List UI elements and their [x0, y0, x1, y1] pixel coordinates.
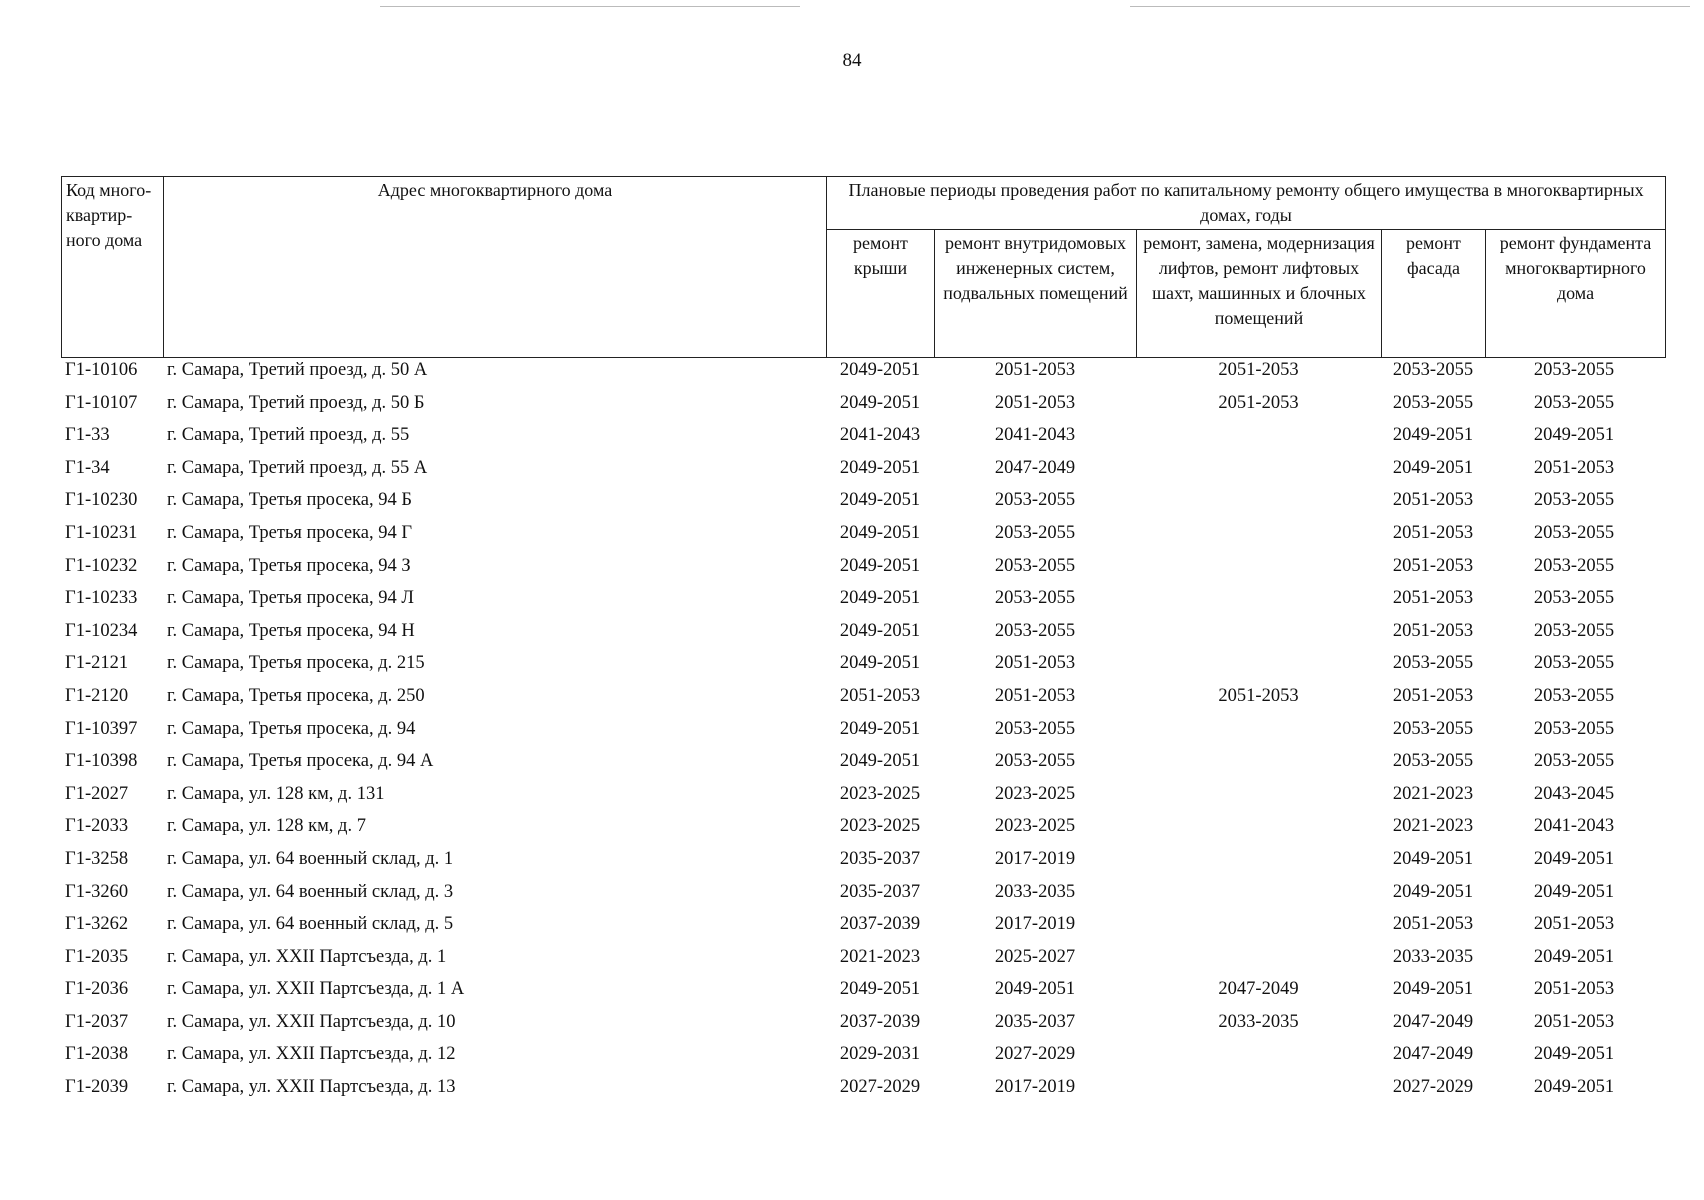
cell-foundation: 2053-2055: [1533, 522, 1615, 543]
cell-engineering: 2023-2025: [994, 783, 1076, 804]
cell-engineering: 2017-2019: [994, 848, 1076, 869]
cell-address: г. Самара, Третья просека, 94 Б: [167, 490, 412, 511]
cell-foundation: 2053-2055: [1533, 751, 1615, 772]
cell-facade: 2053-2055: [1392, 718, 1474, 739]
table-row: [61, 941, 1665, 974]
cell-engineering: 2053-2055: [994, 490, 1076, 511]
cell-facade: 2049-2051: [1392, 457, 1474, 478]
cell-foundation: 2043-2045: [1533, 783, 1615, 804]
cell-engineering: 2017-2019: [994, 914, 1076, 935]
cell-facade: 2051-2053: [1392, 914, 1474, 935]
cell-foundation: 2041-2043: [1533, 816, 1615, 837]
cell-code: Г1-10230: [65, 490, 138, 511]
cell-code: Г1-2120: [65, 685, 129, 706]
header-address: Адрес многоквартирного дома: [164, 177, 827, 358]
cell-foundation: 2049-2051: [1533, 425, 1615, 446]
cell-foundation: 2049-2051: [1533, 1077, 1615, 1098]
scan-artifact-line: [380, 6, 800, 7]
cell-address: г. Самара, ул. XXII Партсъезда, д. 1: [167, 946, 447, 967]
cell-roof: 2027-2029: [839, 1077, 921, 1098]
cell-address: г. Самара, Третий проезд, д. 55 А: [167, 457, 428, 478]
cell-engineering: 2053-2055: [994, 718, 1076, 739]
cell-lifts: 2047-2049: [1218, 979, 1299, 1000]
cell-foundation: 2049-2051: [1533, 881, 1615, 902]
header-roof: ремонт крыши: [827, 230, 935, 358]
cell-address: г. Самара, Третья просека, д. 250: [167, 685, 425, 706]
cell-roof: 2041-2043: [839, 425, 921, 446]
cell-facade: 2053-2055: [1392, 751, 1474, 772]
cell-roof: 2037-2039: [839, 1011, 921, 1032]
cell-engineering: 2051-2053: [994, 360, 1076, 380]
cell-engineering: 2027-2029: [994, 1044, 1076, 1065]
cell-facade: 2051-2053: [1392, 588, 1474, 609]
header-code: Код много-квартир-ного дома: [62, 177, 164, 358]
cell-code: Г1-2027: [65, 783, 129, 804]
cell-code: Г1-2035: [65, 946, 129, 967]
cell-engineering: 2053-2055: [994, 751, 1076, 772]
cell-code: Г1-3258: [65, 848, 129, 869]
cell-foundation: 2049-2051: [1533, 848, 1615, 869]
cell-foundation: 2053-2055: [1533, 490, 1615, 511]
table-row: [61, 778, 1665, 811]
cell-address: г. Самара, ул. XXII Партсъезда, д. 13: [167, 1077, 456, 1098]
cell-engineering: 2051-2053: [994, 653, 1076, 674]
cell-address: г. Самара, Третий проезд, д. 50 Б: [167, 392, 425, 413]
cell-foundation: 2049-2051: [1533, 946, 1615, 967]
table-row: [61, 517, 1665, 550]
table-row: [61, 452, 1665, 485]
cell-roof: 2051-2053: [839, 685, 921, 706]
table-row: [61, 387, 1665, 420]
cell-facade: 2033-2035: [1392, 946, 1474, 967]
table-row: [61, 1006, 1665, 1039]
cell-code: Г1-10233: [65, 588, 138, 609]
cell-foundation: 2053-2055: [1533, 685, 1615, 706]
cell-engineering: 2053-2055: [994, 555, 1076, 576]
cell-code: Г1-10106: [65, 360, 138, 380]
table-row: [61, 680, 1665, 713]
cell-facade: 2053-2055: [1392, 360, 1474, 380]
cell-address: г. Самара, Третий проезд, д. 50 А: [167, 360, 428, 380]
cell-foundation: 2051-2053: [1533, 979, 1615, 1000]
table-row: [61, 615, 1665, 648]
cell-code: Г1-2038: [65, 1044, 129, 1065]
cell-engineering: 2047-2049: [994, 457, 1076, 478]
cell-foundation: 2053-2055: [1533, 653, 1615, 674]
cell-facade: 2049-2051: [1392, 848, 1474, 869]
cell-engineering: 2053-2055: [994, 620, 1076, 641]
cell-foundation: 2053-2055: [1533, 718, 1615, 739]
header-lifts: ремонт, замена, модернизация лифтов, ремонт лифтовых шахт, машинных и блочных помещений: [1137, 230, 1382, 358]
cell-facade: 2053-2055: [1392, 392, 1474, 413]
cell-code: Г1-10232: [65, 555, 138, 576]
cell-lifts: 2051-2053: [1218, 360, 1299, 380]
cell-code: Г1-2033: [65, 816, 129, 837]
header-periods: Плановые периоды проведения работ по капитальному ремонту общего имущества в многоквартирных домах, годы: [827, 177, 1666, 230]
cell-address: г. Самара, Третий проезд, д. 55: [167, 425, 410, 446]
cell-engineering: 2017-2019: [994, 1077, 1076, 1098]
cell-address: г. Самара, Третья просека, 94 З: [167, 555, 411, 576]
table-row: [61, 810, 1665, 843]
cell-engineering: 2053-2055: [994, 522, 1076, 543]
cell-foundation: 2053-2055: [1533, 555, 1615, 576]
cell-facade: 2051-2053: [1392, 620, 1474, 641]
cell-engineering: 2051-2053: [994, 685, 1076, 706]
cell-address: г. Самара, ул. 128 км, д. 7: [167, 816, 366, 837]
cell-facade: 2021-2023: [1392, 783, 1474, 804]
cell-foundation: 2053-2055: [1533, 620, 1615, 641]
cell-facade: 2053-2055: [1392, 653, 1474, 674]
table-row: [61, 354, 1665, 387]
table-row: [61, 908, 1665, 941]
cell-code: Г1-33: [65, 425, 110, 446]
cell-address: г. Самара, Третья просека, 94 Л: [167, 588, 414, 609]
cell-address: г. Самара, Третья просека, 94 Г: [167, 522, 413, 543]
table-row: [61, 876, 1665, 909]
cell-foundation: 2049-2051: [1533, 1044, 1615, 1065]
cell-foundation: 2051-2053: [1533, 457, 1615, 478]
cell-foundation: 2053-2055: [1533, 588, 1615, 609]
table-row: [61, 713, 1665, 746]
cell-roof: 2049-2051: [839, 457, 921, 478]
cell-roof: 2035-2037: [839, 848, 921, 869]
cell-address: г. Самара, Третья просека, 94 Н: [167, 620, 415, 641]
cell-roof: 2037-2039: [839, 914, 921, 935]
table-row: [61, 1071, 1665, 1104]
cell-address: г. Самара, ул. XXII Партсъезда, д. 1 А: [167, 979, 465, 1000]
cell-engineering: 2049-2051: [994, 979, 1076, 1000]
header-engineering: ремонт внутридомовых инженерных систем, подвальных помещений: [935, 230, 1137, 358]
table-row: [61, 550, 1665, 583]
table-row: [61, 582, 1665, 615]
cell-code: Г1-10397: [65, 718, 138, 739]
cell-foundation: 2051-2053: [1533, 914, 1615, 935]
cell-roof: 2049-2051: [839, 392, 921, 413]
cell-facade: 2027-2029: [1392, 1077, 1474, 1098]
cell-engineering: 2051-2053: [994, 392, 1076, 413]
table-row: [61, 745, 1665, 778]
cell-roof: 2029-2031: [839, 1044, 921, 1065]
cell-facade: 2049-2051: [1392, 881, 1474, 902]
cell-address: г. Самара, Третья просека, д. 215: [167, 653, 425, 674]
header-foundation: ремонт фундамента многоквартирного дома: [1486, 230, 1666, 358]
cell-code: Г1-10107: [65, 392, 138, 413]
cell-address: г. Самара, ул. 64 военный склад, д. 1: [167, 848, 454, 869]
cell-roof: 2049-2051: [839, 588, 921, 609]
cell-facade: 2051-2053: [1392, 685, 1474, 706]
cell-address: г. Самара, ул. XXII Партсъезда, д. 12: [167, 1044, 456, 1065]
cell-code: Г1-2039: [65, 1077, 129, 1098]
cell-foundation: 2053-2055: [1533, 360, 1615, 380]
table-body: [61, 354, 1665, 1104]
cell-engineering: 2033-2035: [994, 881, 1076, 902]
cell-roof: 2049-2051: [839, 522, 921, 543]
table-row: [61, 419, 1665, 452]
cell-address: г. Самара, Третья просека, д. 94 А: [167, 751, 434, 772]
cell-facade: 2049-2051: [1392, 979, 1474, 1000]
cell-code: Г1-10398: [65, 751, 138, 772]
table-row: [61, 647, 1665, 680]
cell-address: г. Самара, Третья просека, д. 94: [167, 718, 416, 739]
cell-code: Г1-10234: [65, 620, 138, 641]
cell-engineering: 2041-2043: [994, 425, 1076, 446]
cell-roof: 2049-2051: [839, 979, 921, 1000]
cell-code: Г1-2037: [65, 1011, 129, 1032]
cell-facade: 2047-2049: [1392, 1044, 1474, 1065]
cell-code: Г1-2036: [65, 979, 129, 1000]
cell-roof: 2049-2051: [839, 718, 921, 739]
table-row: [61, 1038, 1665, 1071]
page-number: 84: [842, 50, 862, 71]
cell-foundation: 2051-2053: [1533, 1011, 1615, 1032]
cell-code: Г1-34: [65, 457, 110, 478]
cell-address: г. Самара, ул. 64 военный склад, д. 3: [167, 881, 454, 902]
cell-facade: 2051-2053: [1392, 522, 1474, 543]
scan-artifact-line: [1130, 6, 1690, 7]
cell-engineering: 2025-2027: [994, 946, 1076, 967]
cell-lifts: 2051-2053: [1218, 392, 1299, 413]
cell-roof: 2021-2023: [839, 946, 921, 967]
cell-lifts: 2033-2035: [1218, 1011, 1299, 1032]
cell-roof: 2049-2051: [839, 751, 921, 772]
cell-engineering: 2053-2055: [994, 588, 1076, 609]
cell-facade: 2051-2053: [1392, 490, 1474, 511]
cell-facade: 2051-2053: [1392, 555, 1474, 576]
cell-roof: 2035-2037: [839, 881, 921, 902]
cell-roof: 2023-2025: [839, 783, 921, 804]
cell-code: Г1-10231: [65, 522, 138, 543]
cell-foundation: 2053-2055: [1533, 392, 1615, 413]
cell-engineering: 2023-2025: [994, 816, 1076, 837]
table-header: [61, 176, 1666, 358]
cell-address: г. Самара, ул. 64 военный склад, д. 5: [167, 914, 454, 935]
cell-roof: 2049-2051: [839, 653, 921, 674]
cell-roof: 2049-2051: [839, 490, 921, 511]
cell-roof: 2049-2051: [839, 620, 921, 641]
cell-code: Г1-3260: [65, 881, 129, 902]
cell-code: Г1-2121: [65, 653, 129, 674]
cell-roof: 2049-2051: [839, 555, 921, 576]
cell-roof: 2049-2051: [839, 360, 921, 380]
table-row: [61, 843, 1665, 876]
cell-engineering: 2035-2037: [994, 1011, 1076, 1032]
header-facade: ремонт фасада: [1382, 230, 1486, 358]
cell-roof: 2023-2025: [839, 816, 921, 837]
table-row: [61, 484, 1665, 517]
table-row: [61, 973, 1665, 1006]
cell-address: г. Самара, ул. 128 км, д. 131: [167, 783, 385, 804]
cell-lifts: 2051-2053: [1218, 685, 1299, 706]
cell-facade: 2021-2023: [1392, 816, 1474, 837]
cell-address: г. Самара, ул. XXII Партсъезда, д. 10: [167, 1011, 456, 1032]
cell-facade: 2049-2051: [1392, 425, 1474, 446]
cell-facade: 2047-2049: [1392, 1011, 1474, 1032]
cell-code: Г1-3262: [65, 914, 129, 935]
